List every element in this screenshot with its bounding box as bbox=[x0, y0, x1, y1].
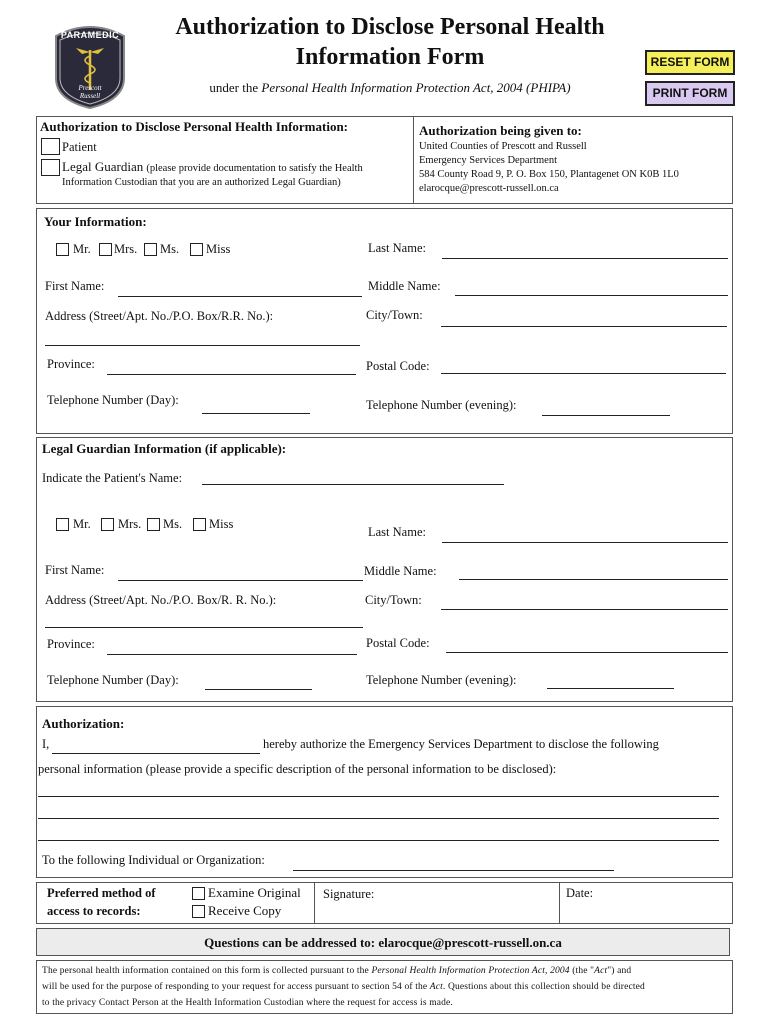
middle-name-label: Middle Name: bbox=[368, 279, 441, 293]
city-label: City/Town: bbox=[366, 308, 423, 322]
guardian-note-2: Information Custodian that you are an authorized Legal Guardian) bbox=[62, 177, 341, 188]
tel-day-label: Telephone Number (Day): bbox=[47, 393, 179, 407]
g-tel-day-field[interactable] bbox=[205, 689, 312, 690]
g-first-name-field[interactable] bbox=[118, 580, 363, 581]
first-name-label: First Name: bbox=[45, 279, 105, 293]
g-ms-label: Ms. bbox=[163, 517, 183, 531]
g-middle-name-label: Middle Name: bbox=[364, 564, 437, 578]
examine-original-checkbox[interactable] bbox=[192, 887, 205, 900]
g-province-label: Province: bbox=[47, 637, 95, 651]
g-postal-label: Postal Code: bbox=[366, 636, 430, 650]
footer-l2-c: . Questions about this collection should be directed bbox=[442, 982, 645, 992]
miss-label: Miss bbox=[206, 242, 231, 256]
recipient-field[interactable] bbox=[293, 870, 614, 871]
preferred-method-label-1: Preferred method of bbox=[47, 886, 156, 900]
miss-checkbox[interactable] bbox=[190, 243, 203, 256]
personal-info-text: personal information (please provide a specific description of the personal information to be disclosed): bbox=[38, 762, 557, 776]
preferred-method-label-2: access to records: bbox=[47, 904, 141, 918]
g-middle-name-field[interactable] bbox=[459, 579, 728, 580]
tel-evening-field[interactable] bbox=[542, 415, 670, 416]
footer-l2-b: Act bbox=[429, 982, 443, 992]
postal-field[interactable] bbox=[441, 373, 726, 374]
province-label: Province: bbox=[47, 357, 95, 371]
g-postal-field[interactable] bbox=[446, 652, 728, 653]
page-subtitle bbox=[140, 80, 640, 96]
city-field[interactable] bbox=[441, 326, 727, 327]
ms-checkbox[interactable] bbox=[144, 243, 157, 256]
g-address-label: Address (Street/Apt. No./P.O. Box/R. R. No.): bbox=[45, 593, 277, 607]
date-field[interactable] bbox=[600, 884, 730, 922]
patient-name-label: Indicate the Patient's Name: bbox=[42, 471, 183, 485]
subtitle-prefix: under the bbox=[209, 80, 262, 95]
date-label: Date: bbox=[566, 886, 594, 900]
patient-checkbox[interactable] bbox=[41, 138, 60, 155]
footer-l1-d: Act bbox=[594, 966, 608, 976]
description-line-1[interactable] bbox=[38, 796, 719, 797]
footer-l1-c: (the " bbox=[569, 966, 595, 976]
g-last-name-label: Last Name: bbox=[368, 525, 426, 539]
g-city-field[interactable] bbox=[441, 609, 728, 610]
description-line-2[interactable] bbox=[38, 818, 719, 819]
access-divider-1 bbox=[314, 882, 315, 924]
logo-top-text: PARAMEDIC bbox=[60, 30, 120, 40]
to-following-label: To the following Individual or Organization: bbox=[42, 853, 265, 867]
paramedic-logo bbox=[50, 22, 130, 110]
logo-bottom-text-2: Russell bbox=[79, 92, 101, 100]
mr-label: Mr. bbox=[73, 242, 91, 256]
i-label: I, bbox=[42, 737, 50, 751]
g-city-label: City/Town: bbox=[365, 593, 422, 607]
guardian-label bbox=[62, 159, 363, 175]
g-mr-label: Mr. bbox=[73, 517, 91, 531]
footer-l2-a: will be used for the purpose of responding to your request for access pursuant to section 54 of the bbox=[42, 982, 430, 992]
guardian-note-1: (please provide documentation to satisfy the Health bbox=[146, 163, 363, 174]
signature-label: Signature: bbox=[323, 887, 375, 901]
page-title-line1: Authorization to Disclose Personal Health bbox=[175, 14, 605, 40]
authorizer-name-field[interactable] bbox=[52, 753, 260, 754]
footer-line-1 bbox=[42, 966, 631, 976]
print-form-button[interactable]: PRINT FORM bbox=[645, 81, 735, 106]
receive-copy-label: Receive Copy bbox=[208, 903, 282, 918]
last-name-field[interactable] bbox=[442, 258, 728, 259]
tel-day-field[interactable] bbox=[202, 413, 310, 414]
auth-given-line1: United Counties of Prescott and Russell bbox=[419, 141, 587, 152]
your-info-heading: Your Information: bbox=[44, 214, 147, 229]
footer-l1-e: ") and bbox=[607, 966, 632, 976]
reset-form-button[interactable]: RESET FORM bbox=[645, 50, 735, 75]
province-field[interactable] bbox=[107, 374, 356, 375]
g-province-field[interactable] bbox=[107, 654, 357, 655]
g-miss-label: Miss bbox=[209, 517, 234, 531]
g-ms-checkbox[interactable] bbox=[147, 518, 160, 531]
auth-info-heading: Authorization to Disclose Personal Health Information: bbox=[40, 119, 349, 134]
auth-given-line2: Emergency Services Department bbox=[419, 155, 558, 166]
address-field[interactable] bbox=[45, 345, 360, 346]
footer-line-3: to the privacy Contact Person at the Health Information Custodian where the request for access is made. bbox=[42, 998, 453, 1008]
page-title-line2: Information Form bbox=[295, 44, 485, 70]
patient-name-field[interactable] bbox=[202, 484, 504, 485]
g-last-name-field[interactable] bbox=[442, 542, 728, 543]
authorization-heading: Authorization: bbox=[42, 716, 125, 731]
auth-given-heading: Authorization being given to: bbox=[419, 123, 582, 138]
description-line-3[interactable] bbox=[38, 840, 719, 841]
mrs-checkbox[interactable] bbox=[99, 243, 112, 256]
hereby-text: hereby authorize the Emergency Services Department to disclose the following bbox=[263, 737, 659, 751]
g-miss-checkbox[interactable] bbox=[193, 518, 206, 531]
logo-bottom-text-1: Prescott bbox=[78, 84, 102, 92]
footer-l1-a: The personal health information contained on this form is collected pursuant to the bbox=[42, 966, 372, 976]
ms-label: Ms. bbox=[160, 242, 180, 256]
g-tel-evening-field[interactable] bbox=[547, 688, 674, 689]
middle-name-field[interactable] bbox=[455, 295, 728, 296]
signature-field[interactable] bbox=[390, 884, 556, 922]
g-tel-day-label: Telephone Number (Day): bbox=[47, 673, 179, 687]
access-divider-2 bbox=[559, 882, 560, 924]
g-tel-evening-label: Telephone Number (evening): bbox=[366, 673, 517, 687]
postal-label: Postal Code: bbox=[366, 359, 430, 373]
tel-evening-label: Telephone Number (evening): bbox=[366, 398, 517, 412]
g-mrs-checkbox[interactable] bbox=[101, 518, 114, 531]
guardian-info-heading: Legal Guardian Information (if applicable): bbox=[42, 441, 287, 456]
guardian-checkbox[interactable] bbox=[41, 159, 60, 176]
g-address-field[interactable] bbox=[45, 627, 363, 628]
address-label: Address (Street/Apt. No./P.O. Box/R.R. No.): bbox=[45, 309, 274, 323]
auth-given-line4: elarocque@prescott-russell.on.ca bbox=[419, 183, 559, 194]
last-name-label: Last Name: bbox=[368, 241, 426, 255]
mrs-label: Mrs. bbox=[114, 242, 138, 256]
g-mr-checkbox[interactable] bbox=[56, 518, 69, 531]
footer-line-2 bbox=[42, 982, 645, 992]
receive-copy-checkbox[interactable] bbox=[192, 905, 205, 918]
examine-original-label: Examine Original bbox=[208, 885, 301, 900]
mr-checkbox[interactable] bbox=[56, 243, 69, 256]
patient-label: Patient bbox=[62, 140, 97, 154]
g-first-name-label: First Name: bbox=[45, 563, 105, 577]
auth-given-line3: 584 County Road 9, P. O. Box 150, Plantagenet ON K0B 1L0 bbox=[419, 169, 679, 180]
first-name-field[interactable] bbox=[118, 296, 362, 297]
guardian-label-text: Legal Guardian bbox=[62, 159, 144, 174]
g-mrs-label: Mrs. bbox=[118, 517, 142, 531]
footer-l1-b: Personal Health Information Protection Act, 2004 bbox=[371, 966, 570, 976]
questions-text: Questions can be addressed to: elarocque@prescott-russell.on.ca bbox=[204, 935, 562, 950]
subtitle-act: Personal Health Information Protection Act, 2004 (PHIPA) bbox=[261, 80, 571, 95]
